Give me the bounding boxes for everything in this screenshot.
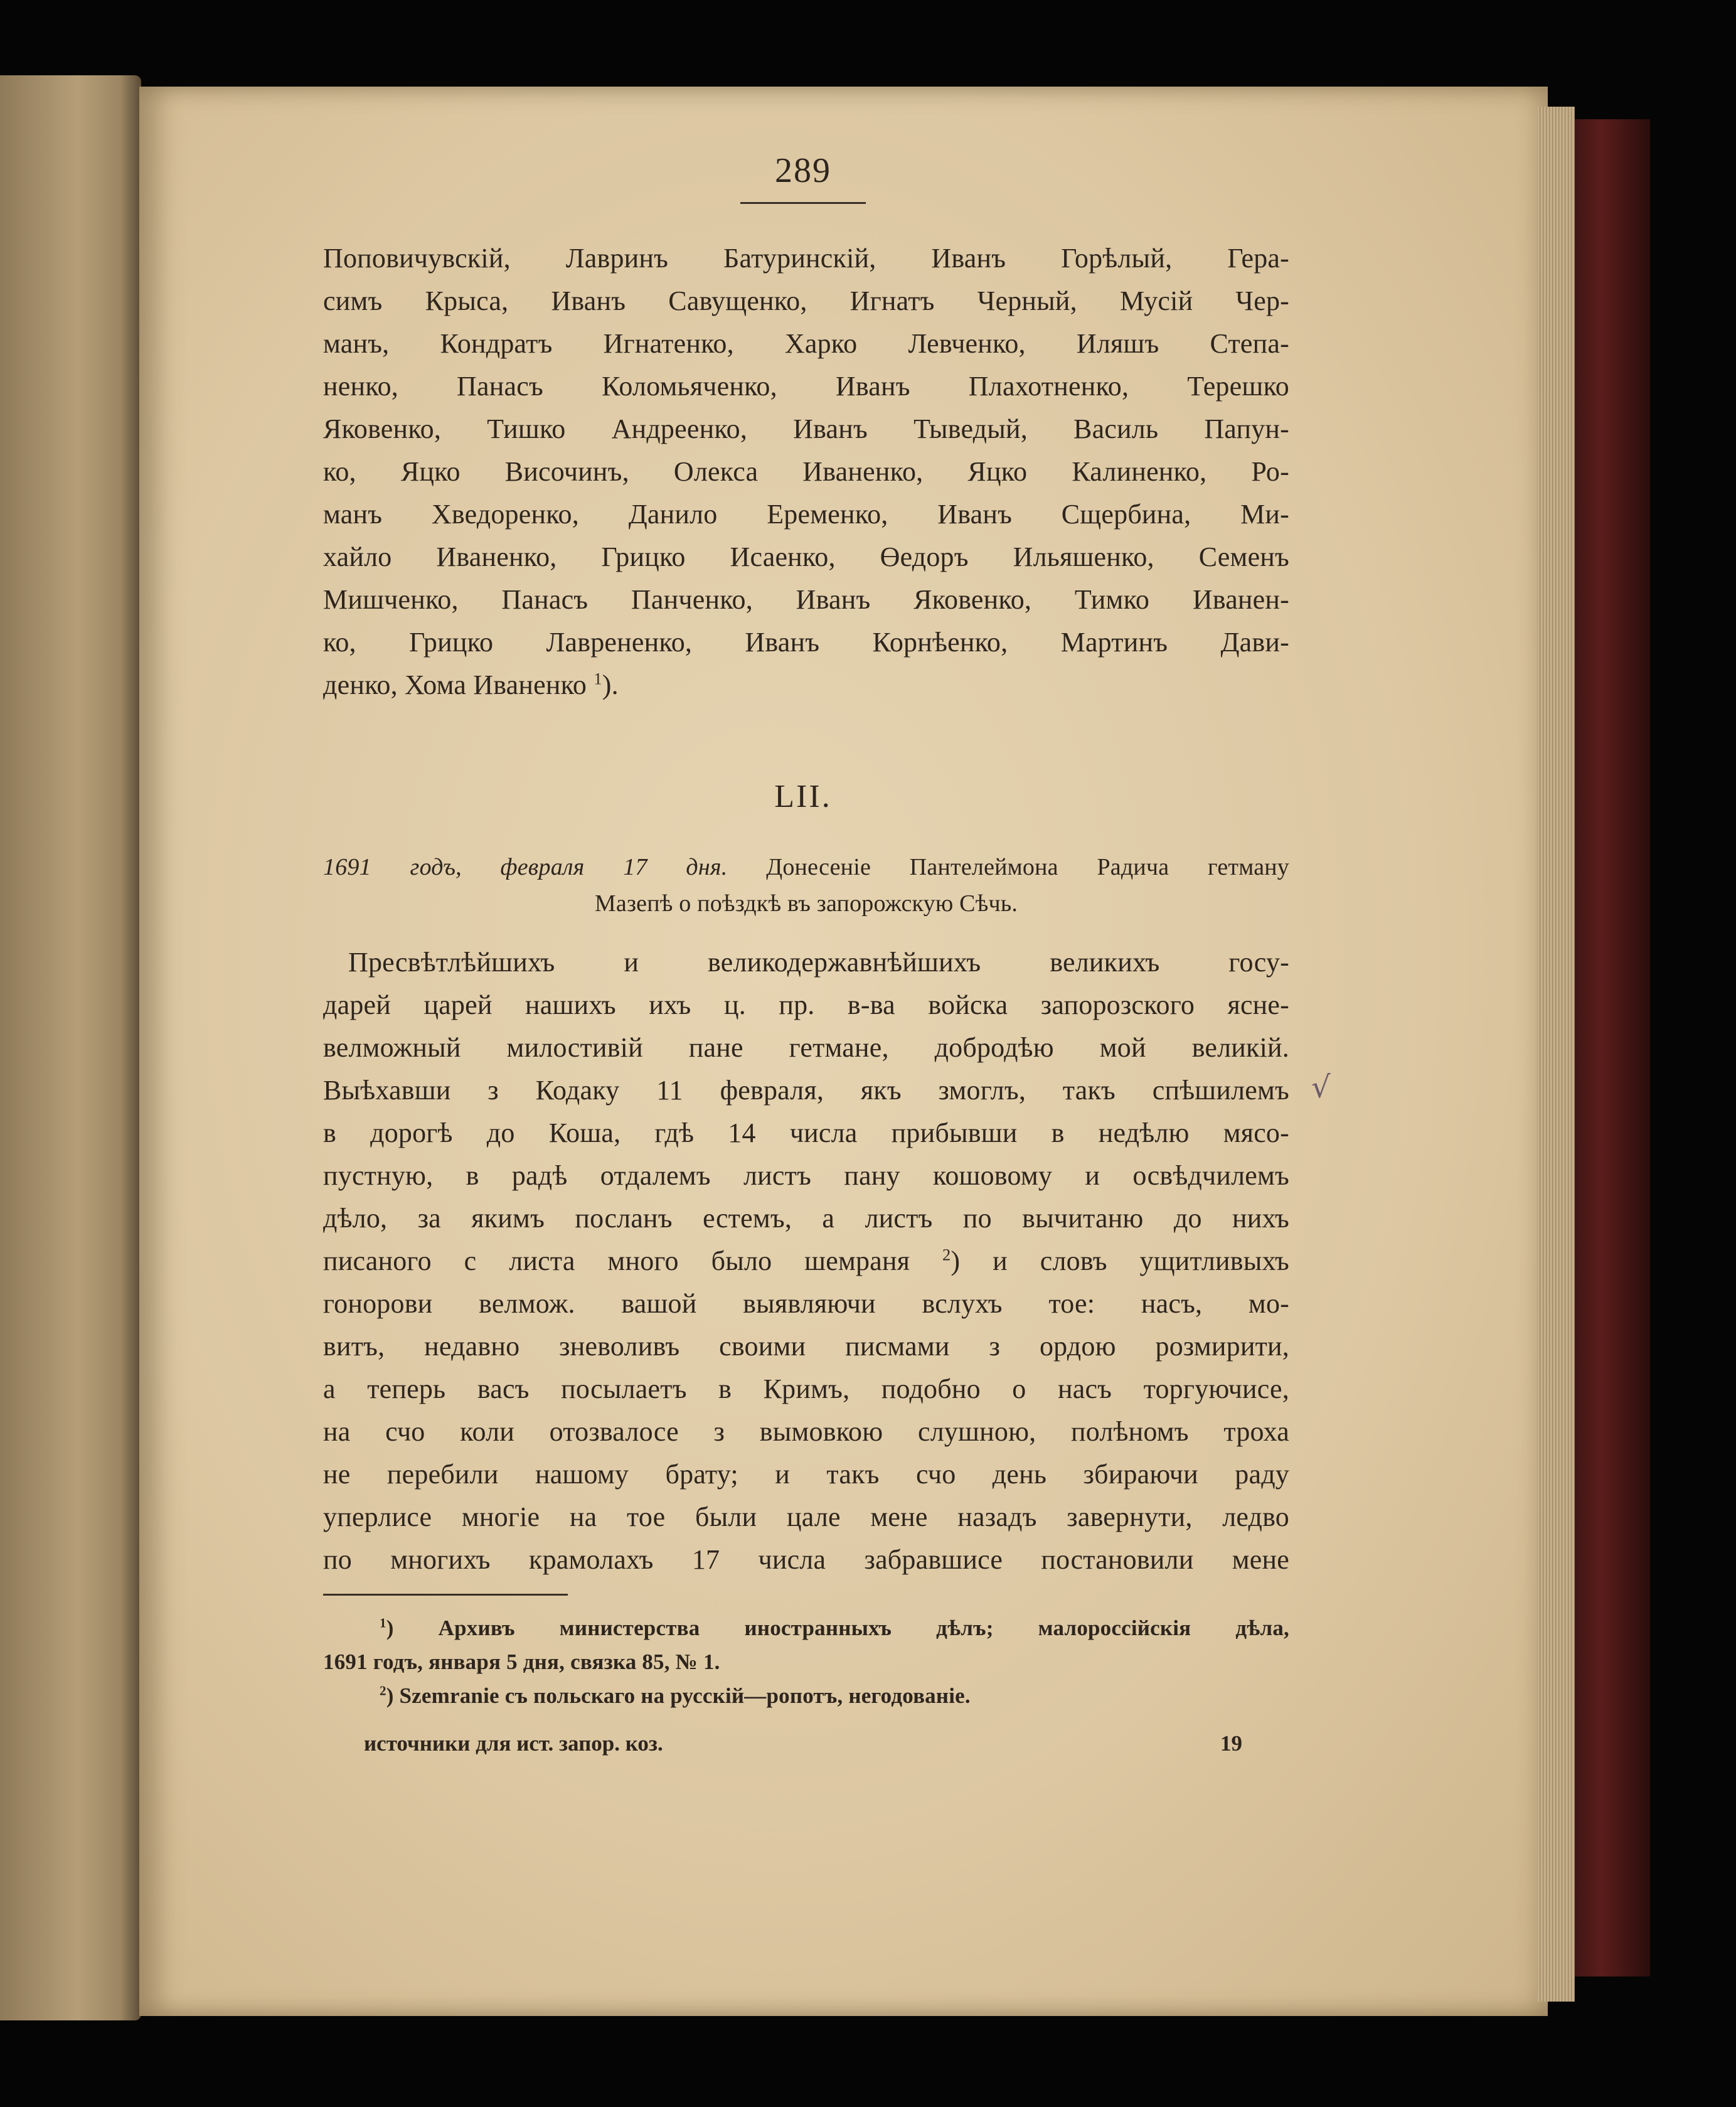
document-heading <box>323 849 1289 922</box>
page-number-rule <box>740 202 866 204</box>
text-line: Выѣхавши з Кодаку 11 февраля, якъ змоглъ, такъ спѣшилемъ <box>323 1075 1289 1106</box>
page-number: 289 <box>775 151 831 190</box>
text-line: велможный милостивій пане гетмане, добродѣю мой великій. <box>323 1032 1289 1063</box>
left-page-edge <box>0 75 141 2020</box>
signature-line <box>364 1727 1242 1761</box>
text-fragment: ) и словъ ущитливыхъ <box>951 1246 1289 1276</box>
text-line: дѣло, за якимъ посланъ естемъ, а листъ по вычитаню до нихъ <box>323 1203 1289 1234</box>
footnote-marker: 1 <box>380 1615 386 1631</box>
text-line <box>323 1240 1289 1283</box>
signature-sheet-number: 19 <box>1220 1731 1242 1756</box>
text-line: манъ, Кондратъ Игнатенко, Харко Левченко, Иляшъ Степа- <box>323 328 1289 359</box>
text-fragment: писаного с листа много было шемраня <box>323 1246 910 1276</box>
heading-date: 1691 годъ, февраля 17 дня. <box>323 854 728 880</box>
margin-checkmark: √ <box>1311 1070 1331 1105</box>
heading-line: Мазепѣ о поѣздкѣ въ запорожскую Сѣчь. <box>594 890 1018 917</box>
text-line: манъ Хведоренко, Данило Еременко, Иванъ Сщербина, Ми- <box>323 499 1289 530</box>
footnotes <box>323 1611 1289 1713</box>
text-line: ко, Яцко Височинъ, Олекса Иваненко, Яцко Калиненко, Ро- <box>323 456 1289 487</box>
text-line: пустную, в радѣ отдалемъ листъ пану кошовому и освѣдчилемъ <box>323 1160 1289 1191</box>
section-number: LII. <box>774 779 832 814</box>
text-line: в дорогѣ до Коша, гдѣ 14 числа прибывши в недѣлю мясо- <box>323 1118 1289 1148</box>
footnote-2 <box>323 1679 1289 1713</box>
text-line: Поповичувскій, Лавринъ Батуринскій, Иванъ Горѣлый, Гера- <box>323 243 1289 274</box>
text-fragment: ). <box>602 669 619 700</box>
text-line: Мишченко, Панасъ Панченко, Иванъ Яковенко, Тимко Иванен- <box>323 584 1289 615</box>
text-line-last <box>323 664 1289 707</box>
text-line: на счо коли отозвалосе з вымовкою слушною, полѣномъ троха <box>323 1416 1289 1447</box>
text-line: по многихъ крамолахъ 17 числа забравшисе постановили мене <box>323 1544 1289 1575</box>
text-line: Яковенко, Тишко Андреенко, Иванъ Тыведый, Василь Папун- <box>323 413 1289 444</box>
footnote-rule <box>323 1594 568 1596</box>
footnote-ref: 1 <box>594 669 602 688</box>
text-line: не перебили нашому брату; и такъ счо день збираючи раду <box>323 1459 1289 1490</box>
text-line: а теперь васъ посылаетъ в Кримъ, подобно о насъ торгуючисе, <box>323 1374 1289 1404</box>
paragraph-report <box>323 941 1289 1581</box>
footnote-ref: 2 <box>942 1245 951 1264</box>
text-line: уперлисе многіе на тое были цале мене назадъ завернути, ледво <box>323 1502 1289 1532</box>
text-line: ненко, Панасъ Коломьяченко, Иванъ Плахотненко, Терешко <box>323 371 1289 402</box>
text-line: витъ, недавно зневоливъ своими писмами з ордою розмирити, <box>323 1331 1289 1362</box>
text-line: Пресвѣтлѣйшихъ и великодержавнѣйшихъ великихъ госу- <box>348 947 1289 978</box>
footnote-text: ) Szemranie съ польскаго на русскій—ропотъ, негодованіе. <box>386 1683 971 1708</box>
footnote-1 <box>323 1611 1289 1645</box>
paragraph-names-list <box>323 237 1289 707</box>
text-fragment: денко, Хома Иваненко <box>323 669 587 700</box>
text-line: хайло Иваненко, Грицко Исаенко, Өедоръ Ильяшенко, Семенъ <box>323 541 1289 572</box>
heading-title: Донесеніе Пантелеймона Радича гетману <box>766 854 1290 880</box>
heading-line <box>323 849 1289 885</box>
book-cover-edge <box>1568 119 1650 1976</box>
footnote-1-cont: 1691 годъ, января 5 дня, связка 85, № 1. <box>323 1650 720 1674</box>
text-line: симъ Крыса, Иванъ Савущенко, Игнатъ Черный, Мусій Чер- <box>323 285 1289 316</box>
text-line: дарей царей нашихъ ихъ ц. пр. в-ва войска запорозского ясне- <box>323 989 1289 1020</box>
page-stack-edge <box>1537 107 1575 2002</box>
footnote-marker: 2 <box>380 1683 386 1699</box>
text-line: гонорови велмож. вашой выявляючи вслухъ тое: насъ, мо- <box>323 1288 1289 1319</box>
footnote-text: ) Архивъ министерства иностранныхъ дѣлъ; малороссійскія дѣла, <box>386 1616 1289 1640</box>
text-line: ко, Грицко Лаврененко, Иванъ Корнѣенко, Мартинъ Дави- <box>323 627 1289 658</box>
signature-title: источники для ист. запор. коз. <box>364 1731 663 1756</box>
